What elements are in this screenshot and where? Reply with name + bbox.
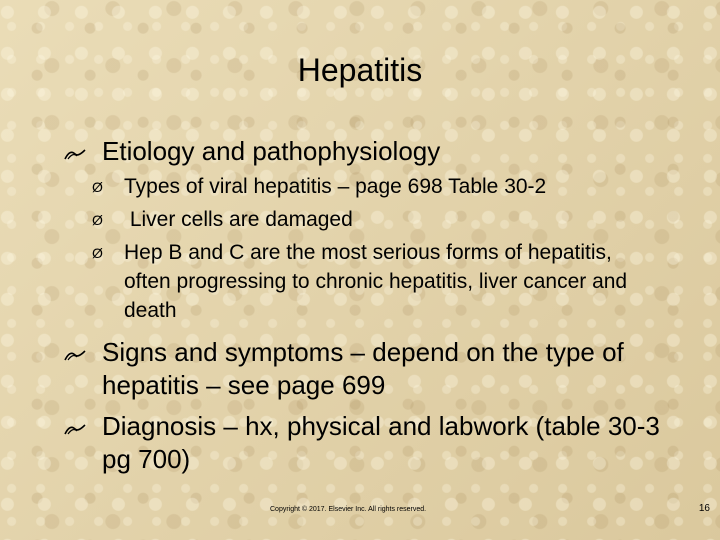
bullet-icon <box>64 422 86 438</box>
subbullet-hep-bc <box>92 238 632 325</box>
subbullet-liver-cells <box>92 205 652 235</box>
bullet-diagnosis <box>64 410 674 476</box>
bullet-signs-symptoms <box>64 336 674 402</box>
bullet-text: Diagnosis – hx, physical and labwork (table 30-3 pg 700) <box>102 411 660 474</box>
page-number: 16 <box>698 503 710 514</box>
arrow-bullet-icon: Ø <box>92 179 103 195</box>
subbullet-text: Hep B and C are the most serious forms of hepatitis, often progressing to chronic hepatitis, liver cancer and death <box>124 241 628 322</box>
copyright-footer: Copyright © 2017. Elsevier Inc. All rights reserved. <box>270 506 427 513</box>
bullet-text: Signs and symptoms – depend on the type of hepatitis – see page 699 <box>102 337 624 400</box>
slide-title: Hepatitis <box>297 52 423 88</box>
arrow-bullet-icon: Ø <box>92 212 103 228</box>
bullet-text: Etiology and pathophysiology <box>102 136 441 166</box>
subbullet-text: Liver cells are damaged <box>124 208 353 231</box>
subbullet-types <box>92 172 652 202</box>
arrow-bullet-icon: Ø <box>92 245 103 261</box>
bullet-icon <box>64 348 86 364</box>
bullet-etiology <box>64 135 664 168</box>
bullet-icon <box>64 147 86 163</box>
subbullet-text: Types of viral hepatitis – page 698 Table 30-2 <box>124 175 547 198</box>
